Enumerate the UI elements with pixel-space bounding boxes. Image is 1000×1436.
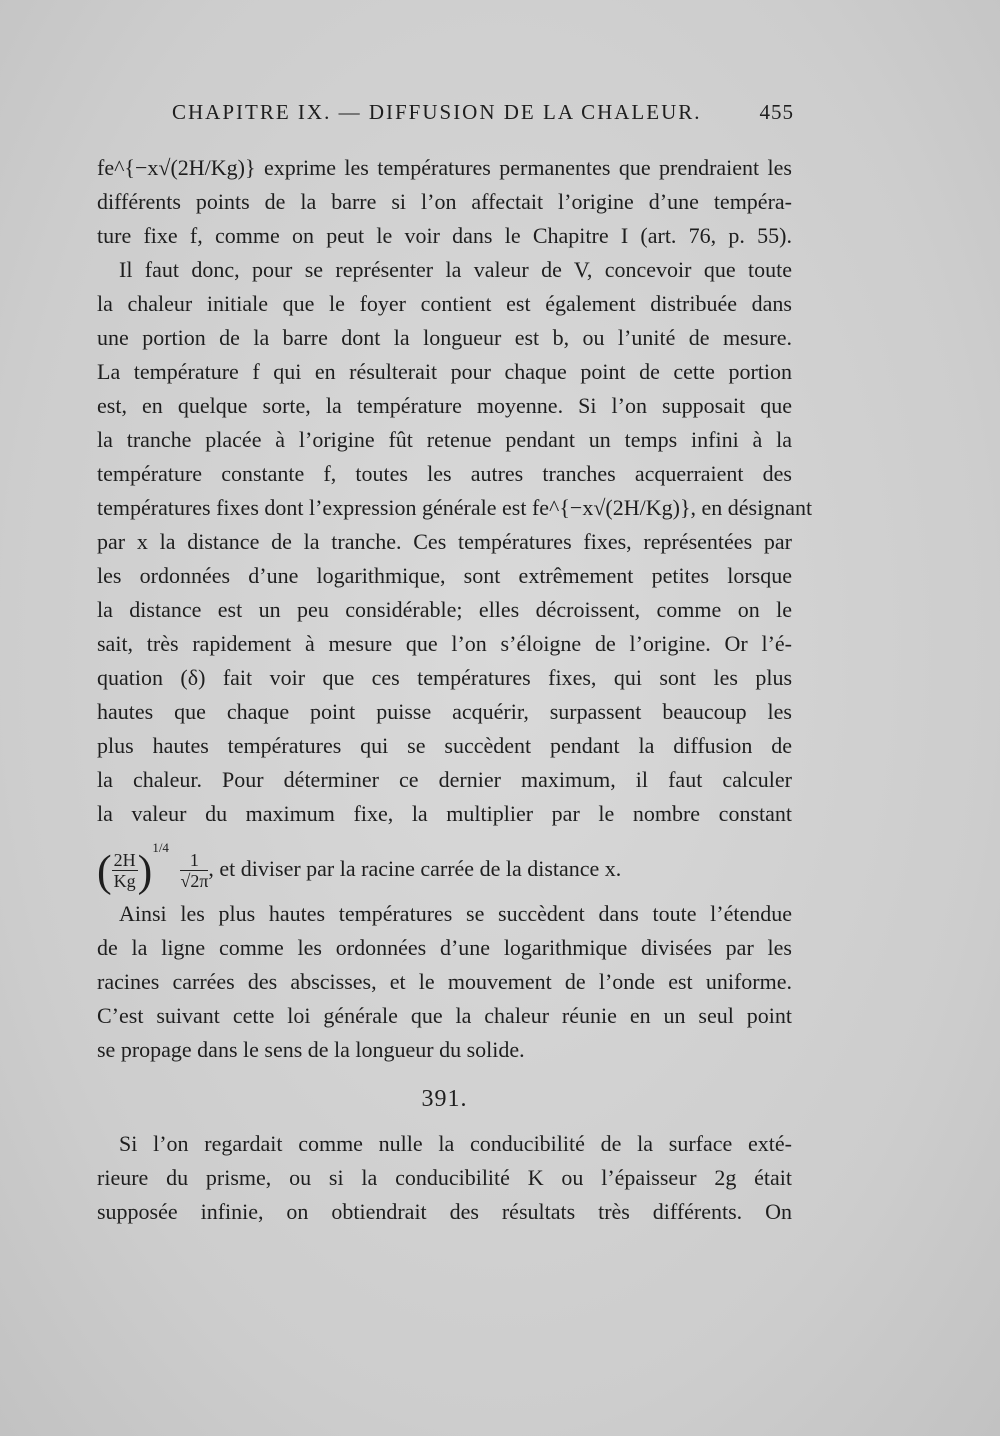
text-line: les ordonnées d’une logarithmique, sont extrêmement petites lorsque bbox=[97, 563, 792, 588]
text-line: rieure du prisme, ou si la conducibilité K ou l’épaisseur 2g était bbox=[97, 1165, 792, 1190]
text-line: la valeur du maximum fixe, la multiplier par le nombre constant bbox=[97, 801, 792, 826]
text-line: la chaleur. Pour déterminer ce dernier maximum, il faut calculer bbox=[97, 767, 792, 792]
text-line: températures fixes dont l’expression générale est fe^{−x√(2H/Kg)}, en désignant bbox=[97, 495, 813, 520]
text-line: température constante f, toutes les autres tranches acquerraient des bbox=[97, 461, 792, 486]
constant-formula: ( $\frac{2H}{Kg}$ )$^{1/4}$ $\frac{1}{√2\pi}$ , et diviser par la racine carrée de la distance x. bbox=[97, 840, 622, 896]
text-line: se propage dans le sens de la longueur du solide. bbox=[97, 1037, 525, 1062]
text-line: sait, très rapidement à mesure que l’on s’éloigne de l’origine. Or l’é- bbox=[97, 631, 792, 656]
text-line: est, en quelque sorte, la température moyenne. Si l’on supposait que bbox=[97, 393, 792, 418]
page-number: 455 bbox=[759, 100, 794, 124]
text-line: par x la distance de la tranche. Ces températures fixes, représentées par bbox=[97, 529, 792, 554]
text-line: plus hautes températures qui se succèdent pendant la diffusion de bbox=[97, 733, 792, 758]
chapter-title: CHAPITRE IX. — DIFFUSION DE LA CHALEUR. bbox=[172, 100, 702, 124]
text-line: de la ligne comme les ordonnées d’une logarithmique divisées par les bbox=[97, 935, 792, 960]
section-number: 391. bbox=[421, 1086, 468, 1112]
text-line: Ainsi les plus hautes températures se succèdent dans toute l’étendue bbox=[119, 901, 792, 926]
text-line: supposée infinie, on obtiendrait des résultats très différents. On bbox=[97, 1199, 792, 1224]
text-line: C’est suivant cette loi générale que la chaleur réunie en un seul point bbox=[97, 1003, 792, 1028]
text-line: une portion de la barre dont la longueur est b, ou l’unité de mesure. bbox=[97, 325, 792, 350]
text-line: La température f qui en résulterait pour chaque point de cette portion bbox=[97, 359, 792, 384]
text-line: racines carrées des abscisses, et le mouvement de l’onde est uniforme. bbox=[97, 969, 792, 994]
text-line: la distance est un peu considérable; elles décroissent, comme on le bbox=[97, 597, 792, 622]
text-line: la tranche placée à l’origine fût retenue pendant un temps infini à la bbox=[97, 427, 792, 452]
running-header bbox=[172, 100, 794, 130]
formula-tail: , et diviser par la racine carrée de la distance x. bbox=[208, 856, 622, 881]
text-line: hautes que chaque point puisse acquérir, surpassent beaucoup les bbox=[97, 699, 792, 724]
text-line: ture fixe f, comme on peut le voir dans le Chapitre I (art. 76, p. 55). bbox=[97, 223, 792, 248]
text-line: Si l’on regardait comme nulle la conducibilité de la surface exté- bbox=[119, 1131, 792, 1156]
text-line: quation (δ) fait voir que ces températures fixes, qui sont les plus bbox=[97, 665, 792, 690]
text-line: la chaleur initiale que le foyer contient est également distribuée dans bbox=[97, 291, 792, 316]
text-line: fe^{−x√(2H/Kg)} exprime les températures permanentes que prendraient les bbox=[97, 155, 792, 180]
text-line: Il faut donc, pour se représenter la valeur de V, concevoir que toute bbox=[119, 257, 792, 282]
text-line: différents points de la barre si l’on affectait l’origine d’une tempéra- bbox=[97, 189, 792, 214]
